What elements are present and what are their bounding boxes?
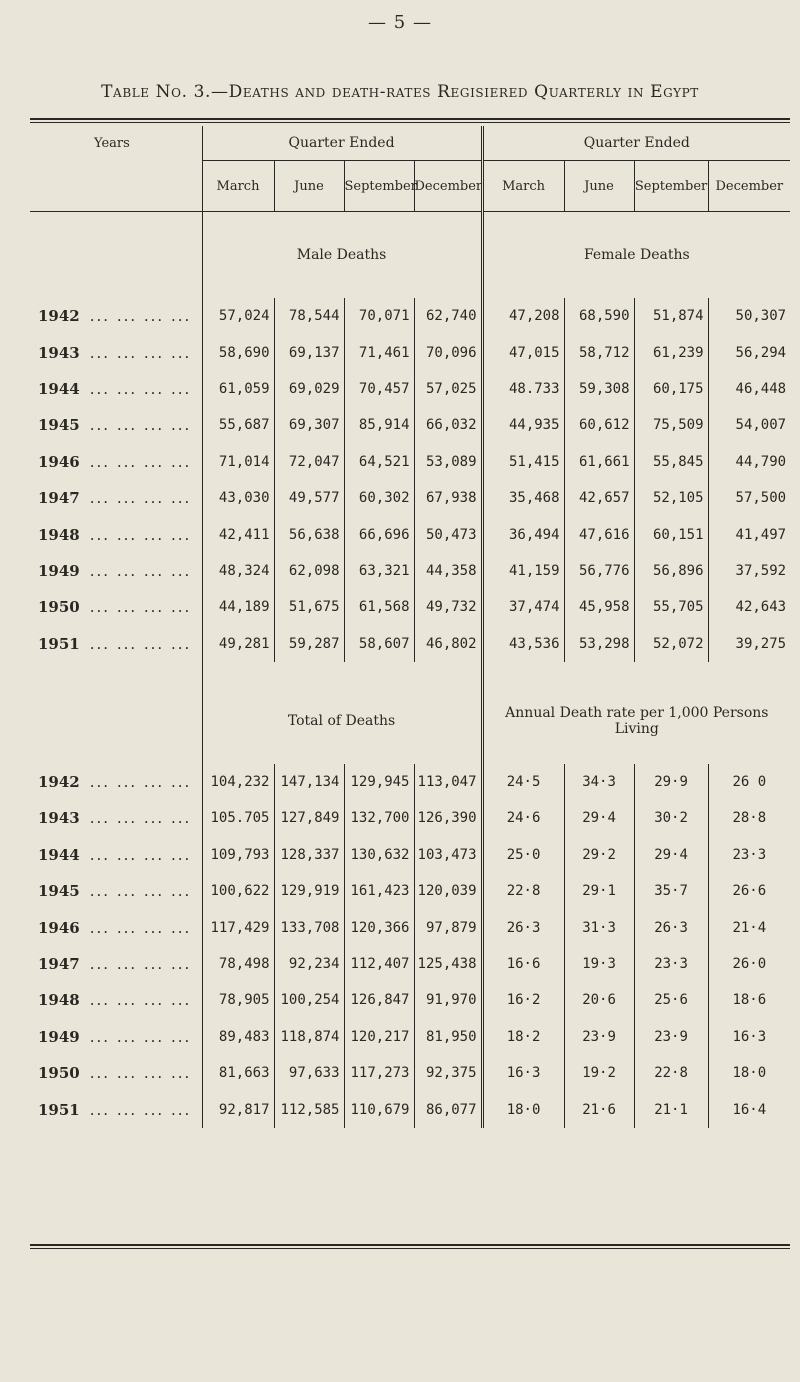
table-row [30, 553, 790, 589]
male-cell: 61,059 [202, 371, 274, 407]
rate-cell: 26·3 [482, 909, 564, 945]
total-cell: 110,679 [344, 1091, 414, 1127]
total-cell: 132,700 [344, 800, 414, 836]
male-cell: 55,687 [202, 407, 274, 443]
year-cell: 1951 ... ... ... ... [38, 634, 192, 653]
female-cell: 47,616 [564, 516, 634, 552]
year-cell: 1943 ... ... ... ... [38, 809, 192, 828]
female-cell: 56,294 [708, 334, 790, 370]
rate-cell: 16·6 [482, 946, 564, 982]
female-cell: 47,015 [482, 334, 564, 370]
female-cell: 60,151 [634, 516, 708, 552]
rate-cell: 29·1 [564, 873, 634, 909]
male-cell: 72,047 [274, 444, 344, 480]
total-cell: 120,039 [414, 873, 482, 909]
rate-cell: 25·6 [634, 982, 708, 1018]
year-cell: 1948 ... ... ... ... [38, 991, 192, 1010]
page-number: — 5 — [368, 12, 432, 33]
total-cell: 97,879 [414, 909, 482, 945]
table-row [30, 1055, 790, 1091]
top-rule-thin [30, 122, 790, 123]
male-cell: 67,938 [414, 480, 482, 516]
total-cell: 112,585 [274, 1091, 344, 1127]
year-cell: 1944 ... ... ... ... [38, 379, 192, 398]
total-cell: 89,483 [202, 1019, 274, 1055]
year-cell: 1949 ... ... ... ... [38, 561, 192, 580]
table-row [30, 946, 790, 982]
rate-cell: 28·8 [708, 800, 790, 836]
rate-cell: 35·7 [634, 873, 708, 909]
years-header: Years [94, 136, 130, 151]
total-cell: 130,632 [344, 837, 414, 873]
table-row [30, 837, 790, 873]
female-cell: 36,494 [482, 516, 564, 552]
section-row-bottom [30, 678, 790, 764]
month-header: December [708, 161, 790, 212]
year-cell: 1944 ... ... ... ... [38, 845, 192, 864]
female-cell: 41,159 [482, 553, 564, 589]
female-cell: 42,657 [564, 480, 634, 516]
year-cell: 1948 ... ... ... ... [38, 525, 192, 544]
female-cell: 55,845 [634, 444, 708, 480]
rate-cell: 19·2 [564, 1055, 634, 1091]
rate-cell: 26·6 [708, 873, 790, 909]
rate-cell: 18·6 [708, 982, 790, 1018]
total-cell: 104,232 [202, 764, 274, 800]
male-cell: 58,690 [202, 334, 274, 370]
total-cell: 126,390 [414, 800, 482, 836]
total-cell: 113,047 [414, 764, 482, 800]
male-cell: 69,137 [274, 334, 344, 370]
male-cell: 62,098 [274, 553, 344, 589]
total-cell: 92,375 [414, 1055, 482, 1091]
rate-cell: 29·4 [634, 837, 708, 873]
table-row [30, 371, 790, 407]
female-cell: 56,896 [634, 553, 708, 589]
female-cell: 44,935 [482, 407, 564, 443]
total-deaths-label: Total of Deaths [202, 678, 482, 764]
rate-cell: 29·4 [564, 800, 634, 836]
female-cell: 58,712 [564, 334, 634, 370]
rate-cell: 16·2 [482, 982, 564, 1018]
month-header: June [564, 161, 634, 212]
female-cell: 37,592 [708, 553, 790, 589]
quarter-ended-left: Quarter Ended [202, 126, 482, 161]
quarter-ended-right: Quarter Ended [482, 126, 790, 161]
female-cell: 61,239 [634, 334, 708, 370]
male-cell: 50,473 [414, 516, 482, 552]
table-row [30, 982, 790, 1018]
rate-cell: 26·3 [634, 909, 708, 945]
male-cell: 57,025 [414, 371, 482, 407]
female-cell: 48.733 [482, 371, 564, 407]
male-cell: 69,307 [274, 407, 344, 443]
male-cell: 78,544 [274, 298, 344, 334]
year-cell: 1949 ... ... ... ... [38, 1027, 192, 1046]
table-row [30, 1091, 790, 1127]
death-rate-label: Annual Death rate per 1,000 Persons Living [482, 678, 790, 764]
female-cell: 41,497 [708, 516, 790, 552]
female-cell: 35,468 [482, 480, 564, 516]
female-cell: 54,007 [708, 407, 790, 443]
male-cell: 49,577 [274, 480, 344, 516]
top-rule [30, 118, 790, 120]
male-cell: 57,024 [202, 298, 274, 334]
total-cell: 92,817 [202, 1091, 274, 1127]
female-cell: 57,500 [708, 480, 790, 516]
female-cell: 46,448 [708, 371, 790, 407]
total-cell: 128,337 [274, 837, 344, 873]
female-cell: 39,275 [708, 626, 790, 662]
deaths-table [30, 126, 790, 1128]
male-cell: 85,914 [344, 407, 414, 443]
total-cell: 91,970 [414, 982, 482, 1018]
total-cell: 78,498 [202, 946, 274, 982]
male-cell: 48,324 [202, 553, 274, 589]
month-header: September [634, 161, 708, 212]
female-cell: 47,208 [482, 298, 564, 334]
rate-cell: 29·9 [634, 764, 708, 800]
header-row-quarter [30, 126, 790, 161]
rate-cell: 19·3 [564, 946, 634, 982]
section-row-top [30, 212, 790, 299]
female-cell: 53,298 [564, 626, 634, 662]
table-row [30, 298, 790, 334]
year-cell: 1947 ... ... ... ... [38, 955, 192, 974]
rate-cell: 18·2 [482, 1019, 564, 1055]
rate-cell: 23·9 [564, 1019, 634, 1055]
male-cell: 62,740 [414, 298, 482, 334]
total-cell: 97,633 [274, 1055, 344, 1091]
total-cell: 118,874 [274, 1019, 344, 1055]
total-cell: 86,077 [414, 1091, 482, 1127]
table-row [30, 589, 790, 625]
male-cell: 58,607 [344, 626, 414, 662]
rate-cell: 21·4 [708, 909, 790, 945]
rate-cell: 21·6 [564, 1091, 634, 1127]
male-cell: 56,638 [274, 516, 344, 552]
total-cell: 81,663 [202, 1055, 274, 1091]
male-cell: 71,461 [344, 334, 414, 370]
total-cell: 81,950 [414, 1019, 482, 1055]
total-cell: 147,134 [274, 764, 344, 800]
total-cell: 133,708 [274, 909, 344, 945]
rate-cell: 29·2 [564, 837, 634, 873]
female-cell: 45,958 [564, 589, 634, 625]
female-cell: 61,661 [564, 444, 634, 480]
male-cell: 53,089 [414, 444, 482, 480]
total-cell: 100,622 [202, 873, 274, 909]
rate-cell: 18·0 [482, 1091, 564, 1127]
year-cell: 1950 ... ... ... ... [38, 598, 192, 617]
total-cell: 129,945 [344, 764, 414, 800]
year-cell: 1950 ... ... ... ... [38, 1064, 192, 1083]
rate-cell: 21·1 [634, 1091, 708, 1127]
male-cell: 63,321 [344, 553, 414, 589]
table-row [30, 909, 790, 945]
male-cell: 49,732 [414, 589, 482, 625]
table-row [30, 764, 790, 800]
female-cell: 60,175 [634, 371, 708, 407]
rate-cell: 23·3 [708, 837, 790, 873]
month-header: March [482, 161, 564, 212]
table-title: Table No. 3.—Deaths and death-rates Regisiered Quarterly in Egypt [101, 82, 699, 102]
year-cell: 1946 ... ... ... ... [38, 452, 192, 471]
total-cell: 127,849 [274, 800, 344, 836]
female-cell: 59,308 [564, 371, 634, 407]
total-cell: 126,847 [344, 982, 414, 1018]
month-header: September [344, 161, 414, 212]
total-cell: 125,438 [414, 946, 482, 982]
month-header: June [274, 161, 344, 212]
female-cell: 52,105 [634, 480, 708, 516]
bottom-rule [30, 1244, 790, 1246]
male-cell: 70,457 [344, 371, 414, 407]
female-cell: 43,536 [482, 626, 564, 662]
bottom-rule-thin [30, 1248, 790, 1249]
female-cell: 75,509 [634, 407, 708, 443]
table-row [30, 626, 790, 662]
female-cell: 44,790 [708, 444, 790, 480]
year-cell: 1947 ... ... ... ... [38, 489, 192, 508]
male-cell: 43,030 [202, 480, 274, 516]
total-cell: 161,423 [344, 873, 414, 909]
table-row [30, 1019, 790, 1055]
total-cell: 92,234 [274, 946, 344, 982]
male-cell: 44,189 [202, 589, 274, 625]
year-cell: 1945 ... ... ... ... [38, 882, 192, 901]
female-cell: 51,874 [634, 298, 708, 334]
year-cell: 1951 ... ... ... ... [38, 1100, 192, 1119]
male-cell: 66,696 [344, 516, 414, 552]
male-cell: 59,287 [274, 626, 344, 662]
year-cell: 1943 ... ... ... ... [38, 343, 192, 362]
male-cell: 64,521 [344, 444, 414, 480]
male-cell: 66,032 [414, 407, 482, 443]
rate-cell: 23·3 [634, 946, 708, 982]
rate-cell: 22·8 [482, 873, 564, 909]
total-cell: 109,793 [202, 837, 274, 873]
male-cell: 44,358 [414, 553, 482, 589]
female-cell: 50,307 [708, 298, 790, 334]
male-deaths-label: Male Deaths [202, 212, 482, 299]
rate-cell: 18·0 [708, 1055, 790, 1091]
rate-cell: 20·6 [564, 982, 634, 1018]
total-cell: 117,429 [202, 909, 274, 945]
rate-cell: 31·3 [564, 909, 634, 945]
male-cell: 69,029 [274, 371, 344, 407]
year-cell: 1942 ... ... ... ... [38, 307, 192, 326]
male-cell: 70,096 [414, 334, 482, 370]
total-cell: 112,407 [344, 946, 414, 982]
rate-cell: 26 0 [708, 764, 790, 800]
table-row [30, 800, 790, 836]
female-deaths-label: Female Deaths [482, 212, 790, 299]
total-cell: 100,254 [274, 982, 344, 1018]
rate-cell: 30·2 [634, 800, 708, 836]
total-cell: 103,473 [414, 837, 482, 873]
total-cell: 120,217 [344, 1019, 414, 1055]
total-cell: 105.705 [202, 800, 274, 836]
year-cell: 1945 ... ... ... ... [38, 416, 192, 435]
table-row [30, 480, 790, 516]
table-row [30, 334, 790, 370]
table-row [30, 444, 790, 480]
month-header: December [414, 161, 482, 212]
month-header: March [202, 161, 274, 212]
male-cell: 46,802 [414, 626, 482, 662]
rate-cell: 24·6 [482, 800, 564, 836]
male-cell: 60,302 [344, 480, 414, 516]
total-cell: 117,273 [344, 1055, 414, 1091]
table-row [30, 873, 790, 909]
rate-cell: 25·0 [482, 837, 564, 873]
total-cell: 78,905 [202, 982, 274, 1018]
rate-cell: 16·3 [708, 1019, 790, 1055]
table-row [30, 516, 790, 552]
table-row [30, 407, 790, 443]
female-cell: 51,415 [482, 444, 564, 480]
rate-cell: 16·3 [482, 1055, 564, 1091]
rate-cell: 24·5 [482, 764, 564, 800]
female-cell: 60,612 [564, 407, 634, 443]
female-cell: 52,072 [634, 626, 708, 662]
female-cell: 56,776 [564, 553, 634, 589]
rate-cell: 26·0 [708, 946, 790, 982]
male-cell: 61,568 [344, 589, 414, 625]
female-cell: 42,643 [708, 589, 790, 625]
male-cell: 51,675 [274, 589, 344, 625]
male-cell: 49,281 [202, 626, 274, 662]
rate-cell: 34·3 [564, 764, 634, 800]
female-cell: 55,705 [634, 589, 708, 625]
female-cell: 68,590 [564, 298, 634, 334]
rate-cell: 22·8 [634, 1055, 708, 1091]
year-cell: 1946 ... ... ... ... [38, 918, 192, 937]
male-cell: 70,071 [344, 298, 414, 334]
female-cell: 37,474 [482, 589, 564, 625]
male-cell: 71,014 [202, 444, 274, 480]
rate-cell: 16·4 [708, 1091, 790, 1127]
rate-cell: 23·9 [634, 1019, 708, 1055]
total-cell: 120,366 [344, 909, 414, 945]
year-cell: 1942 ... ... ... ... [38, 773, 192, 792]
total-cell: 129,919 [274, 873, 344, 909]
male-cell: 42,411 [202, 516, 274, 552]
